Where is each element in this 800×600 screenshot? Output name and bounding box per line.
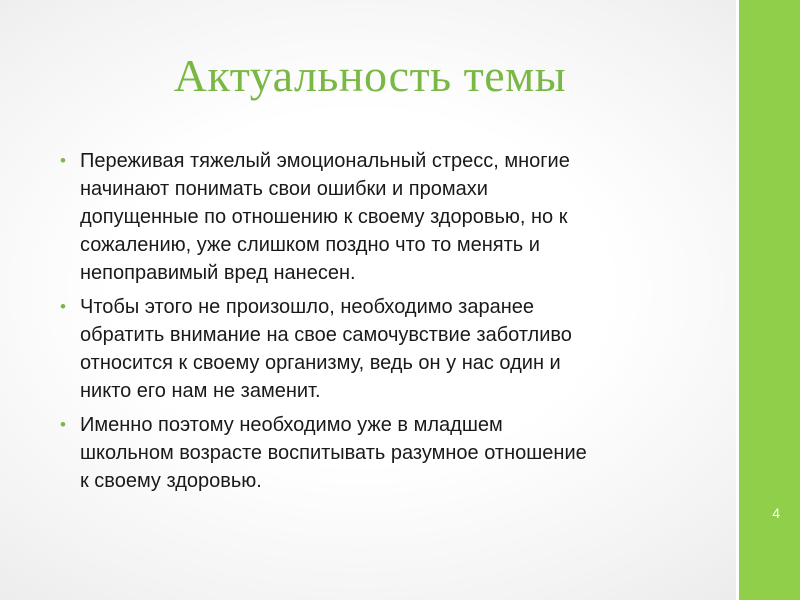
bullet-marker-icon: • xyxy=(60,151,66,170)
bullet-marker-icon: • xyxy=(60,297,66,316)
bullet-line: начинают понимать свои ошибки и промахи xyxy=(80,178,488,200)
bullet-line: обратить внимание на свое самочувствие заботливо xyxy=(80,324,572,346)
bullet-line: Переживая тяжелый эмоциональный стресс, многие xyxy=(80,150,570,172)
bullet-line: относится к своему организму, ведь он у нас один и xyxy=(80,352,561,374)
bullet-line: к своему здоровью. xyxy=(80,470,262,492)
bullet-line: Чтобы этого не произошло, необходимо заранее xyxy=(80,296,534,318)
side-bar xyxy=(739,0,800,600)
slide-title: Актуальность темы xyxy=(173,50,567,101)
bullet-item xyxy=(60,147,700,287)
bullet-list xyxy=(60,147,700,501)
bullet-item xyxy=(60,293,700,405)
bullet-item xyxy=(60,411,700,495)
bullet-line: допущенные по отношению к своему здоровью, но к xyxy=(80,206,568,228)
bullet-line: Именно поэтому необходимо уже в младшем xyxy=(80,414,503,436)
bullet-marker-icon: • xyxy=(60,415,66,434)
bullet-line: школьном возрасте воспитывать разумное отношение xyxy=(80,442,587,464)
bullet-line: непоправимый вред нанесен. xyxy=(80,262,356,284)
page-number: 4 xyxy=(772,505,780,521)
bullet-line: сожалению, уже слишком поздно что то менять и xyxy=(80,234,540,256)
bullet-line: никто его нам не заменит. xyxy=(80,380,321,402)
